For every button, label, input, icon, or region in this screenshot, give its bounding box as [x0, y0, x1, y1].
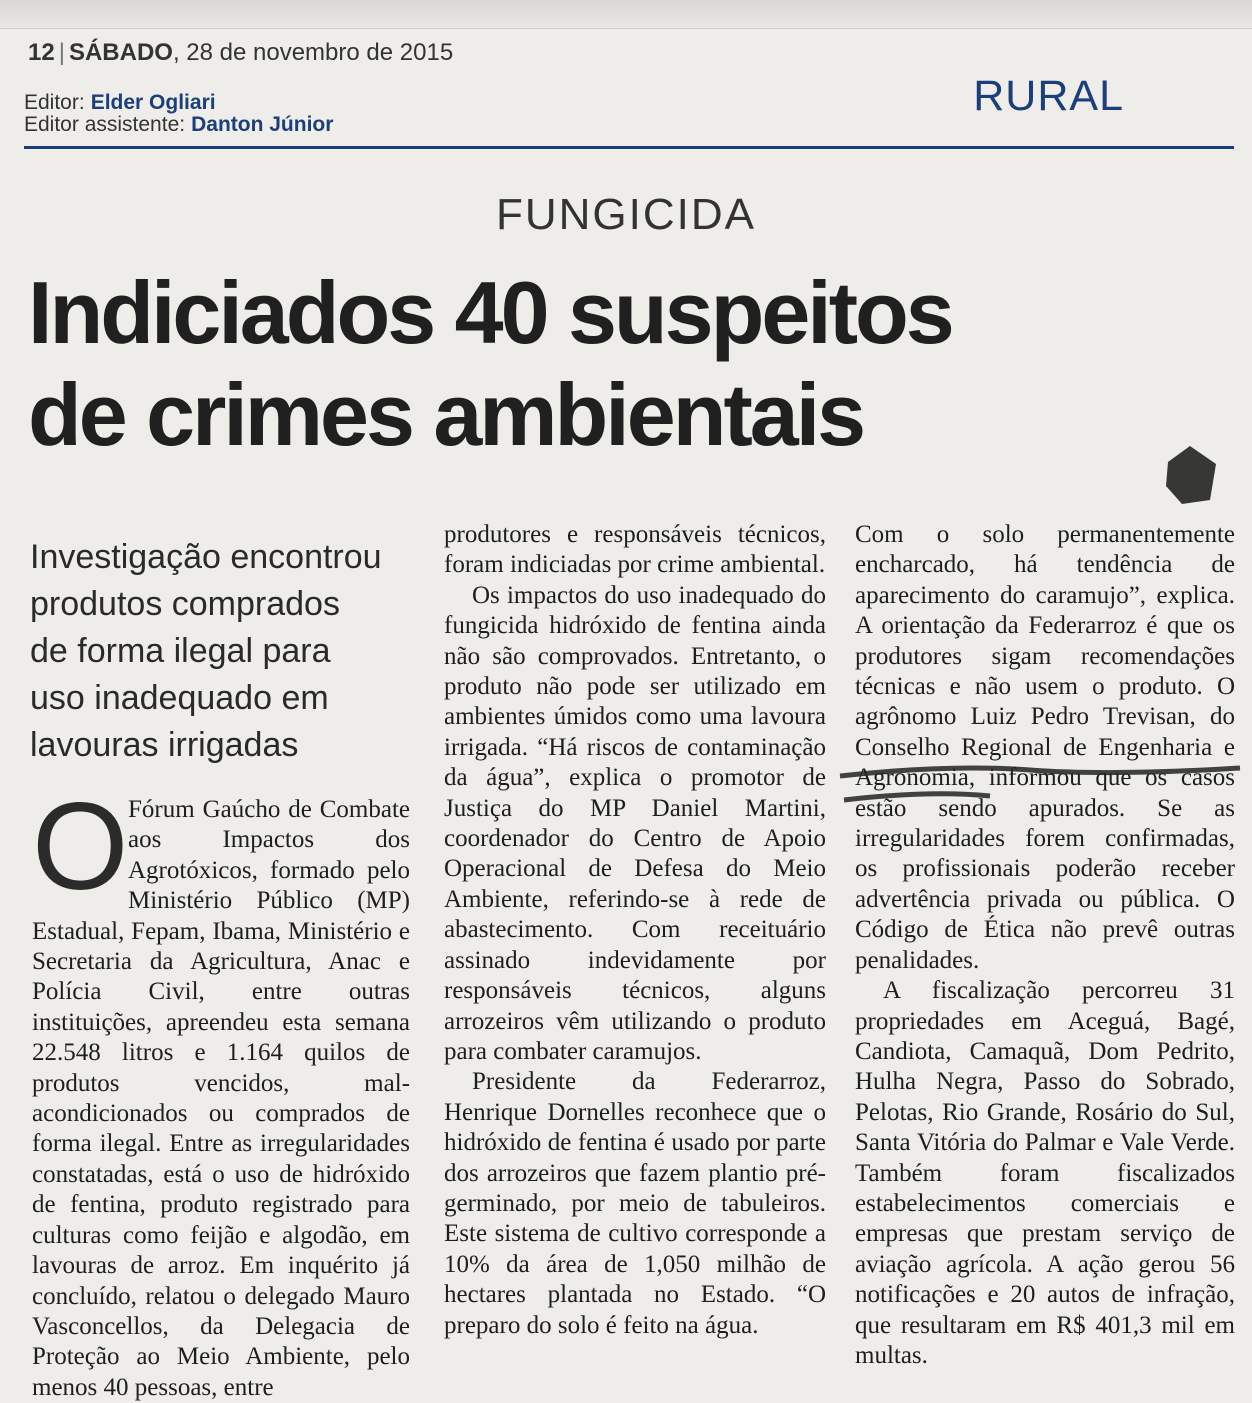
- subhead-line-1: Investigação encontrou: [30, 538, 382, 576]
- column-2-paragraph-1: produtores e responsáveis técnicos, foram indiciadas por crime ambiental.: [444, 521, 826, 579]
- headline-line-2: de crimes ambientais: [28, 365, 864, 464]
- subhead-line-5: lavouras irrigadas: [30, 726, 299, 764]
- column-3-paragraph-2: A fiscalização percorreu 31 propriedades em Aceguá, Bagé, Candiota, Camaquã, Dom Pedrito, Hulha Negra, Passo do Sobrado, Pelotas, Rio Grande, Rosário do Sul, Santa Vitória do Palmar e Vale Verde. Também foram fiscalizados estabelecimentos comerciais e empresas que prestam serviço de aviação agrícola. A ação gerou 56 notificações e 20 autos de infração, que resultaram em R$ 401,3 mil em multas.: [855, 977, 1235, 1369]
- article-column-2: [444, 520, 826, 1341]
- article-column-3: [855, 520, 1235, 1371]
- headline-line-1: Indiciados 40 suspeitos: [28, 263, 952, 362]
- article-kicker: FUNGICIDA: [496, 190, 756, 239]
- header-rule: [24, 146, 1234, 149]
- pen-scribble-mark: [1160, 442, 1222, 508]
- page-header: [28, 36, 453, 70]
- drop-cap: O: [32, 778, 129, 916]
- column-3-paragraph-1: Com o solo permanentemente encharcado, há tendência de aparecimento do caramujo”, explica. A orientação da Federarroz é que os produtores sigam recomendações técnicas e não usem o produto. O agrônomo Luiz Pedro Trevisan, do Conselho Regional de Engenharia e Agronomia, informou que os casos estão sendo apurados. Se as irregularidades forem confirmadas, os profissionais poderão receber advertência privada ou pública. O Código de Ética não prevê outras penalidades.: [855, 521, 1235, 974]
- header-separator: |: [58, 39, 65, 66]
- article-headline: [28, 262, 1238, 466]
- column-2-paragraph-3: Presidente da Federarroz, Henrique Dornelles reconhece que o hidróxido de fentina é usado por parte dos arrozeiros que fazem plantio pré-germinado, por meio de tabuleiros. Este sistema de cultivo corresponde a 10% da área de 1,050 milhão de hectares plantada no Estado. “O preparo do solo é feito na água.: [444, 1068, 826, 1339]
- page-number: 12: [28, 39, 55, 66]
- subhead-line-3: de forma ilegal para: [30, 632, 331, 670]
- page-top-edge: [0, 0, 1252, 29]
- subhead-line-2: produtos comprados: [30, 585, 340, 623]
- section-label: RURAL: [973, 72, 1124, 120]
- header-day: SÁBADO: [68, 39, 173, 66]
- column-1-paragraph-1: Fórum Gaúcho de Combate aos Impactos dos Agrotóxicos, formado pelo Ministério Público (MP) Estadual, Fepam, Ibama, Ministério e Secretaria da Agricultura, Anac e Polícia Civil, entre outras instituições, apreendeu esta semana 22.548 litros e 1.164 quilos de produtos vencidos, mal-acondicionados ou comprados de forma ilegal. Entre as irregularidades constatadas, está o uso de hidróxido de fentina, produto registrado para culturas como feijão e algodão, em lavouras de arroz. Em inquérito já concluído, relatou o delegado Mauro Vasconcellos, da Delegacia de Proteção ao Meio Ambiente, pelo menos 40 pessoas, entre: [32, 796, 410, 1401]
- column-2-paragraph-2: Os impactos do uso inadequado do fungicida hidróxido de fentina ainda não são comprovados. Entretanto, o produto não pode ser utilizado em ambientes úmidos como uma lavoura irrigada. “Há riscos de contaminação da água”, explica o promotor de Justiça do MP Daniel Martini, coordenador do Centro de Apoio Operacional de Defesa do Meio Ambiente, referindo-se à rede de abastecimento. Com receituário assinado indevidamente por responsáveis técnicos, alguns arrozeiros vêm utilizando o produto para combater caramujos.: [444, 581, 826, 1065]
- editor-name: Elder Ogliari: [90, 91, 216, 114]
- header-date: , 28 de novembro de 2015: [172, 39, 454, 66]
- article-column-1: [32, 778, 410, 1403]
- assistant-editor-name: Danton Júnior: [191, 113, 334, 136]
- article-subhead: [30, 534, 420, 769]
- assistant-editor-label: Editor assistente:: [24, 113, 186, 136]
- marker-underline-strokes: [830, 760, 1250, 820]
- editor-label: Editor:: [24, 91, 85, 114]
- subhead-line-4: uso inadequado em: [30, 679, 329, 717]
- assistant-editor-line: [24, 112, 333, 138]
